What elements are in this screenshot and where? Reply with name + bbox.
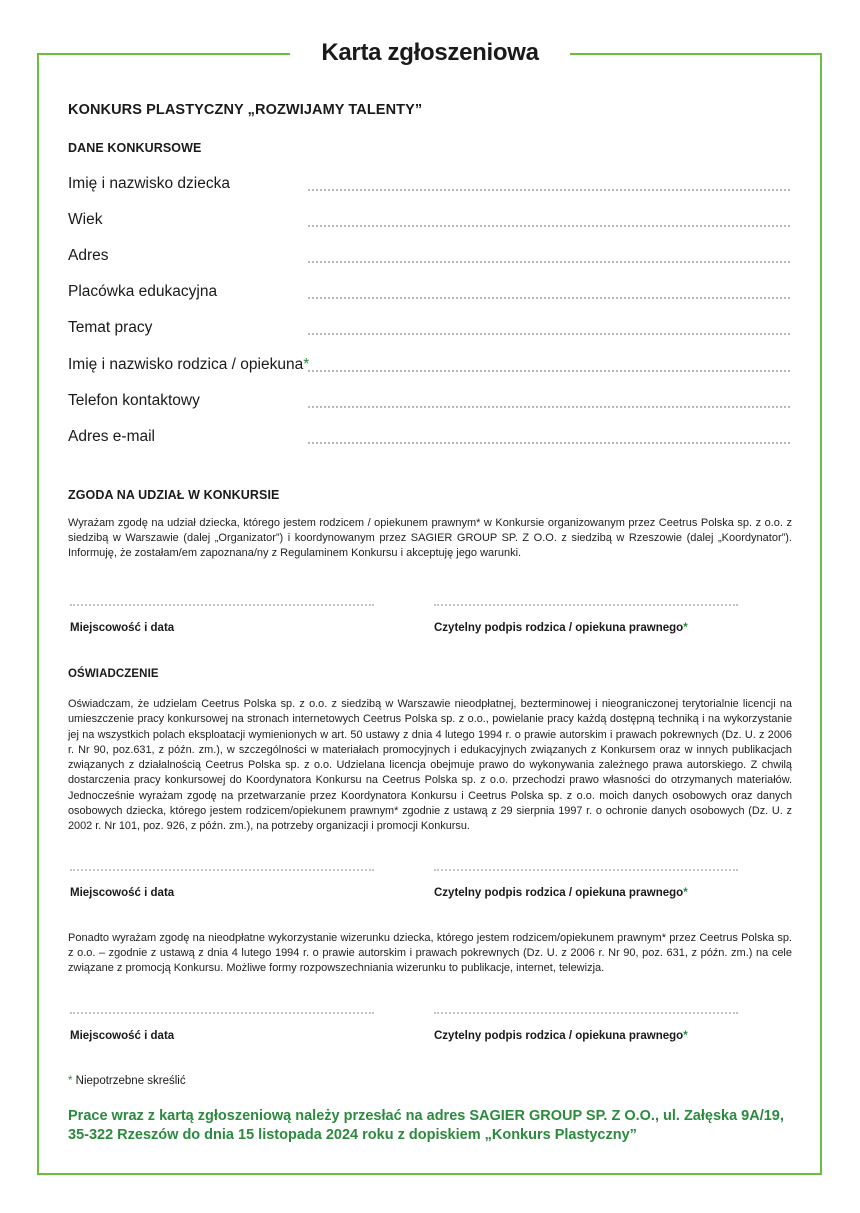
place-date-label: Miejscowość i data bbox=[70, 622, 175, 634]
fill-line[interactable] bbox=[308, 406, 790, 408]
field-label: Imię i nazwisko dziecka bbox=[68, 175, 230, 192]
fill-line[interactable] bbox=[308, 189, 790, 191]
field-topic bbox=[68, 316, 790, 338]
field-school bbox=[68, 280, 790, 302]
section-heading-declaration: OŚWIADCZENIE bbox=[68, 668, 159, 680]
fill-line[interactable] bbox=[308, 370, 790, 372]
field-parent-name bbox=[68, 353, 790, 375]
fill-line[interactable] bbox=[308, 442, 790, 444]
field-label: Placówka edukacyjna bbox=[68, 283, 218, 300]
signature-line-parent[interactable] bbox=[434, 869, 738, 871]
signature-line-place[interactable] bbox=[70, 869, 374, 871]
fill-line[interactable] bbox=[308, 297, 790, 299]
form-title: Karta zgłoszeniowa bbox=[290, 38, 570, 68]
field-child-name bbox=[68, 172, 790, 194]
parent-signature-label: Czytelny podpis rodzica / opiekuna prawnego* bbox=[434, 1030, 688, 1042]
submission-info: Prace wraz z kartą zgłoszeniową należy przesłać na adres SAGIER GROUP SP. Z O.O., ul. Załęska 9A/19, 35-322 Rzeszów do dnia 15 listopada 2024 roku z dopiskiem „Konkurs Plastyczny” bbox=[68, 1108, 784, 1143]
footnote: * Niepotrzebne skreślić bbox=[68, 1075, 186, 1087]
fill-line[interactable] bbox=[308, 261, 790, 263]
field-address bbox=[68, 244, 790, 266]
place-date-label: Miejscowość i data bbox=[70, 1030, 175, 1042]
field-email bbox=[68, 425, 790, 447]
field-age bbox=[68, 208, 790, 230]
fill-line[interactable] bbox=[308, 333, 790, 335]
section-heading-consent: ZGODA NA UDZIAŁ W KONKURSIE bbox=[68, 488, 280, 502]
field-label: Telefon kontaktowy bbox=[68, 392, 200, 409]
consent-text: Wyrażam zgodę na udział dziecka, którego jestem rodzicem / opiekunem prawnym* w Konkursie organizowanym przez Ceetrus Polska sp. z o.o. z siedzibą w Warszawie (dalej „Organizator”) i koordynowanym przez SAGIER GROUP SP. Z O.O. z siedzibą w Rzeszowie (dalej „Koordynator”). Informuję, że zostałam/em zapoznana/ny z Regulaminem Konkursu i akceptuję jego warunki. bbox=[68, 517, 792, 560]
parent-signature-label: Czytelny podpis rodzica / opiekuna prawnego* bbox=[434, 622, 688, 634]
signature-line-parent[interactable] bbox=[434, 1012, 738, 1014]
field-label: Imię i nazwisko rodzica / opiekuna* bbox=[68, 356, 310, 373]
field-label: Adres bbox=[68, 247, 109, 264]
parent-signature-label: Czytelny podpis rodzica / opiekuna prawnego* bbox=[434, 887, 688, 899]
signature-line-place[interactable] bbox=[70, 1012, 374, 1014]
field-label: Temat pracy bbox=[68, 319, 153, 336]
image-consent-text: Ponadto wyrażam zgodę na nieodpłatne wykorzystanie wizerunku dziecka, którego jestem rodzicem/opiekunem prawnym* przez Ceetrus Polska sp. z o.o. – zgodnie z ustawą z dnia 4 lutego 1994 r. o prawie autorskim i prawach pokrewnych (Dz. U. z 2006 r. Nr 90, poz. 631, z późn. zm.) na cele związane z promocją Konkursu. Możliwe formy rozpowszechniania wizerunku to publikacje, internet, telewizja. bbox=[68, 932, 792, 975]
field-label: Adres e-mail bbox=[68, 428, 155, 445]
field-phone bbox=[68, 389, 790, 411]
fill-line[interactable] bbox=[308, 225, 790, 227]
declaration-text: Oświadczam, że udzielam Ceetrus Polska sp. z o.o. z siedzibą w Warszawie nieodpłatnej, bezterminowej i nieograniczonej terytorialnie licencji na umieszczenie pracy konkursowej na stronach internetowych Ceetrus Polska sp. z o.o., powielanie pracy każdą dostępną techniką i na wykorzystanie jej na wszystkich polach eksploatacji wymienionych w art. 50 ustawy z dnia 4 lutego 1994 r. o prawie autorskim i prawach pokrewnych (Dz. U. z 2006 r. Nr 90, poz.631, z późn. zm.), w szczególności w materiałach promocyjnych i edukacyjnych związanych z Konkursem oraz w innych publikacjach związanych z działalnością Ceetrus Polska sp. z o.o. Udzielana licencja obejmuje prawo do wykonywania zależnego prawa autorskiego. Z chwilą dostarczenia pracy konkursowej do Koordynatora Konkursu na Ceetrus Polska sp. z o.o. przechodzi prawo własności do otrzymanych materiałów. Jednocześnie wyrażam zgodę na przetwarzanie przez Koordynatora Konkursu i Ceetrus Polska sp. z o.o. moich danych osobowych oraz danych osobowych dziecka, którego jestem rodzicem/opiekunem prawnym* zgodnie z ustawą z 29 sierpnia 1997 r. o ochronie danych osobowych (Dz. U. z 2002 r. Nr 101, poz. 926, z późn. zm.), na potrzeby organizacji i promocji Konkursu. bbox=[68, 698, 792, 833]
signature-line-place[interactable] bbox=[70, 604, 374, 606]
contest-name: KONKURS PLASTYCZNY „ROZWIJAMY TALENTY” bbox=[68, 102, 423, 118]
signature-line-parent[interactable] bbox=[434, 604, 738, 606]
place-date-label: Miejscowość i data bbox=[70, 887, 175, 899]
section-heading-data: DANE KONKURSOWE bbox=[68, 141, 202, 155]
field-label: Wiek bbox=[68, 211, 103, 228]
